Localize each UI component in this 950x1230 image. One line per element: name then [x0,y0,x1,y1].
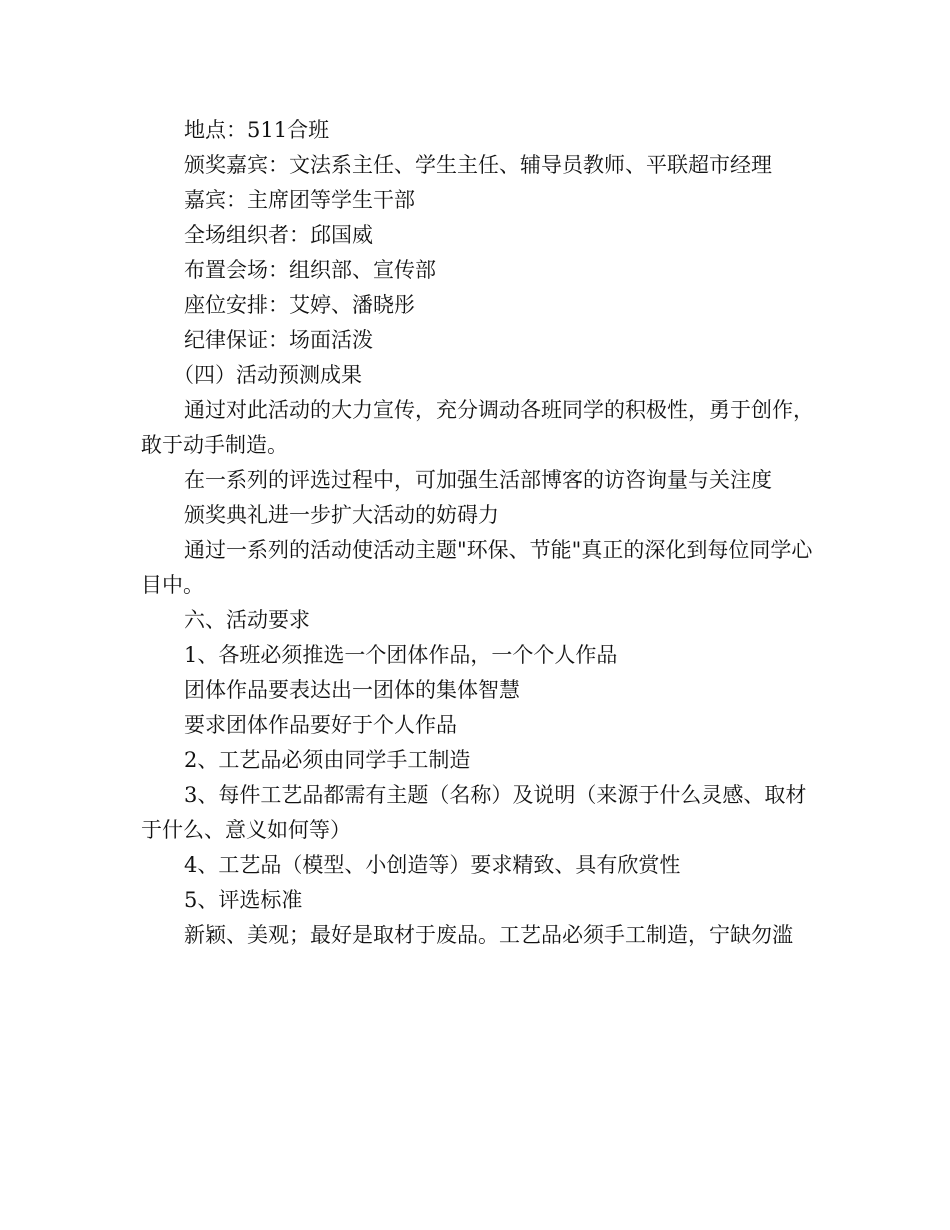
requirement-detail-quality: 要求团体作品要好于个人作品 [184,713,457,737]
paragraph-selection-process: 在一系列的评选过程中，可加强生活部博客的访咨询量与关注度 [184,468,772,492]
paragraph-theme: 通过一系列的活动使活动主题"环保、节能"真正的深化到每位同学心目中。 [141,538,813,597]
paragraph-award-ceremony: 颁奖典礼进一步扩大活动的妨碍力 [184,503,499,527]
requirement-item-3: 3、每件工艺品都需有主题（名称）及说明（来源于什么灵感、取材于什么、意义如何等） [141,783,807,842]
paragraph-location: 地点：511合班 [184,118,330,142]
paragraph-promotion: 通过对此活动的大力宣传，充分调动各班同学的积极性，勇于创作，敢于动手制造。 [141,398,814,457]
paragraph-discipline: 纪律保证：场面活泼 [184,328,373,352]
paragraph-venue-setup: 布置会场：组织部、宣传部 [184,258,436,282]
paragraph-guests: 嘉宾：主席团等学生干部 [184,188,415,212]
section-heading-requirements: 六、活动要求 [184,608,310,632]
requirement-item-4: 4、工艺品（模型、小创造等）要求精致、具有欣赏性 [184,853,681,877]
requirement-detail-team: 团体作品要表达出一团体的集体智慧 [184,678,520,702]
paragraph-seating: 座位安排：艾婷、潘晓彤 [184,293,415,317]
paragraph-organizer: 全场组织者：邱国威 [184,223,373,247]
requirement-item-2: 2、工艺品必须由同学手工制造 [184,748,471,772]
paragraph-award-guests: 颁奖嘉宾：文法系主任、学生主任、辅导员教师、平联超市经理 [184,153,772,177]
section-heading-expected-results: （四）活动预测成果 [173,363,362,387]
requirement-item-1: 1、各班必须推选一个团体作品，一个个人作品 [184,643,618,667]
requirement-item-5: 5、评选标准 [184,888,303,912]
document-body [141,113,816,953]
paragraph-criteria: 新颖、美观；最好是取材于废品。工艺品必须手工制造，宁缺勿滥 [184,923,793,947]
